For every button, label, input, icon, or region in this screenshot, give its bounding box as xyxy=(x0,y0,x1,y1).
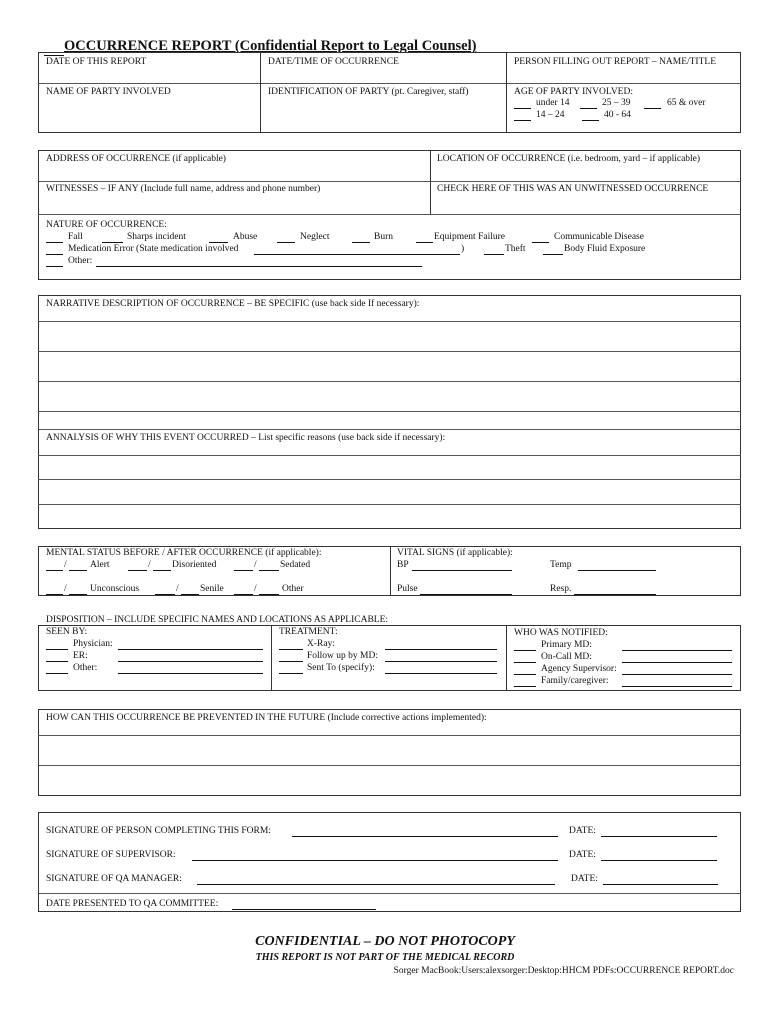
senile-after-checkbox[interactable] xyxy=(181,594,199,595)
sig-person-input[interactable] xyxy=(292,836,558,837)
date-presented-input[interactable] xyxy=(232,909,376,910)
burn-checkbox[interactable] xyxy=(352,242,370,243)
identification-field[interactable]: IDENTIFICATION OF PARTY (pt. Caregiver, staff) xyxy=(268,87,469,97)
narrative-line-3[interactable] xyxy=(39,382,740,410)
agency-supervisor-label: Agency Supervisor: xyxy=(541,664,617,674)
pulse-input[interactable] xyxy=(420,594,512,595)
resp-label: Resp. xyxy=(550,584,572,594)
abuse-label: Abuse xyxy=(233,232,258,242)
oncall-md-checkbox[interactable] xyxy=(514,662,536,663)
address-field[interactable]: ADDRESS OF OCCURRENCE (if applicable) xyxy=(46,154,226,164)
communicable-label: Communicable Disease xyxy=(554,232,644,242)
slash: / xyxy=(176,584,179,594)
neglect-checkbox[interactable] xyxy=(277,242,295,243)
page-title: OCCURRENCE REPORT (Confidential Report to Legal Counsel) xyxy=(64,38,477,54)
prevention-line-1[interactable] xyxy=(39,736,740,764)
er-input[interactable] xyxy=(118,661,263,662)
analysis-line-1[interactable] xyxy=(39,456,740,478)
age-65-checkbox[interactable] xyxy=(644,108,661,109)
age-25-39-label: 25 – 39 xyxy=(602,98,631,108)
neglect-label: Neglect xyxy=(300,232,330,242)
followup-input[interactable] xyxy=(385,661,497,662)
other-nature-input[interactable] xyxy=(96,266,422,267)
sig-supervisor-date-label: DATE: xyxy=(569,850,596,860)
alert-before-checkbox[interactable] xyxy=(46,570,63,571)
date-presented-label: DATE PRESENTED TO QA COMMITTEE: xyxy=(46,899,219,909)
document-path: Sorger MacBook:Users:alexsorger:Desktop:HHCM PDFs:OCCURRENCE REPORT.doc xyxy=(393,966,734,976)
xray-label: X-Ray: xyxy=(307,639,335,649)
sig-qa-date-input[interactable] xyxy=(603,884,718,885)
slash: / xyxy=(254,584,257,594)
vitals-heading: VITAL SIGNS (if applicable): xyxy=(397,548,513,558)
medication-label: Medication Error (State medication involved xyxy=(68,244,239,254)
temp-label: Temp xyxy=(550,560,572,570)
sig-supervisor-label: SIGNATURE OF SUPERVISOR: xyxy=(46,850,176,860)
primary-md-input[interactable] xyxy=(622,650,732,651)
analysis-line-3[interactable] xyxy=(39,505,740,528)
sedated-before-checkbox[interactable] xyxy=(234,570,253,571)
age-25-39-checkbox[interactable] xyxy=(580,108,597,109)
age-heading: AGE OF PARTY INVOLVED: xyxy=(514,87,633,97)
agency-supervisor-checkbox[interactable] xyxy=(514,674,536,675)
bp-input[interactable] xyxy=(412,570,512,571)
theft-label: Theft xyxy=(505,244,526,254)
analysis-line-2[interactable] xyxy=(39,480,740,503)
other-nature-checkbox[interactable] xyxy=(46,266,63,267)
sig-supervisor-input[interactable] xyxy=(192,860,558,861)
slash: / xyxy=(64,584,67,594)
unwitnessed-checkbox[interactable]: CHECK HERE OF THIS WAS AN UNWITNESSED OCCURRENCE xyxy=(437,184,709,194)
sig-qa-label: SIGNATURE OF QA MANAGER: xyxy=(46,874,182,884)
other-mental-label: Other xyxy=(282,584,304,594)
physician-input[interactable] xyxy=(118,649,263,650)
who-notified-heading: WHO WAS NOTIFIED: xyxy=(514,628,608,638)
xray-input[interactable] xyxy=(385,649,497,650)
sent-to-label: Sent To (specify): xyxy=(307,663,375,673)
disposition-heading: DISPOSITION – INCLUDE SPECIFIC NAMES AND LOCATIONS AS APPLICABLE: xyxy=(46,615,389,625)
disoriented-label: Disoriented xyxy=(172,560,217,570)
abuse-checkbox[interactable] xyxy=(209,242,228,243)
age-14-24-checkbox[interactable] xyxy=(514,120,531,121)
other-mental-after-checkbox[interactable] xyxy=(259,594,279,595)
primary-md-label: Primary MD: xyxy=(541,640,592,650)
other-seen-label: Other: xyxy=(73,663,98,673)
family-label: Family/caregiver: xyxy=(541,676,609,686)
age-65-label: 65 & over xyxy=(667,98,706,108)
senile-label: Senile xyxy=(200,584,224,594)
witnesses-field[interactable]: WITNESSES – IF ANY (Include full name, address and phone number) xyxy=(46,184,321,194)
oncall-md-label: On-Call MD: xyxy=(541,652,592,662)
followup-label: Follow up by MD: xyxy=(307,651,378,661)
treatment-heading: TREATMENT: xyxy=(279,627,338,637)
slash: / xyxy=(148,560,151,570)
slash: / xyxy=(254,560,257,570)
bp-label: BP xyxy=(397,560,409,570)
sedated-after-checkbox[interactable] xyxy=(259,570,279,571)
age-40-64-checkbox[interactable] xyxy=(582,120,599,121)
sedated-label: Sedated xyxy=(280,560,311,570)
temp-input[interactable] xyxy=(578,570,656,571)
er-label: ER: xyxy=(73,651,88,661)
pulse-label: Pulse xyxy=(397,584,418,594)
nature-heading: NATURE OF OCCURRENCE: xyxy=(46,220,167,230)
unconscious-before-checkbox[interactable] xyxy=(46,594,63,595)
sig-supervisor-date-input[interactable] xyxy=(601,860,717,861)
communicable-checkbox[interactable] xyxy=(532,242,549,243)
equipment-checkbox[interactable] xyxy=(416,242,433,243)
seen-by-heading: SEEN BY: xyxy=(46,627,88,637)
date-of-report-field[interactable]: DATE OF THIS REPORT xyxy=(46,57,147,67)
location-field[interactable]: LOCATION OF OCCURRENCE (i.e. bedroom, yard – if applicable) xyxy=(437,154,701,164)
physician-checkbox[interactable] xyxy=(46,649,68,650)
medication-paren: ) xyxy=(461,244,465,254)
sig-qa-input[interactable] xyxy=(197,884,555,885)
fall-checkbox[interactable] xyxy=(46,242,63,243)
age-under14-checkbox[interactable] xyxy=(514,108,531,109)
narrative-line-2[interactable] xyxy=(39,352,740,380)
age-40-64-label: 40 - 64 xyxy=(604,110,631,120)
slash: / xyxy=(64,560,67,570)
medication-checkbox[interactable] xyxy=(46,254,63,255)
resp-input[interactable] xyxy=(574,594,656,595)
mental-heading: MENTAL STATUS BEFORE / AFTER OCCURRENCE (if applicable): xyxy=(46,548,322,558)
narrative-line-1[interactable] xyxy=(39,322,740,350)
not-medical-record-notice: THIS REPORT IS NOT PART OF THE MEDICAL RECORD xyxy=(255,952,515,963)
sig-person-date-input[interactable] xyxy=(601,836,717,837)
theft-checkbox[interactable] xyxy=(484,254,504,255)
person-filling-field[interactable]: PERSON FILLING OUT REPORT – NAME/TITLE xyxy=(514,57,717,67)
sig-qa-date-label: DATE: xyxy=(571,874,598,884)
other-mental-before-checkbox[interactable] xyxy=(234,594,253,595)
prevention-heading: HOW CAN THIS OCCURRENCE BE PREVENTED IN THE FUTURE (Include corrective actions implemented): xyxy=(46,713,487,723)
other-seen-input[interactable] xyxy=(118,673,263,674)
narrative-heading: NARRATIVE DESCRIPTION OF OCCURRENCE – BE SPECIFIC (use back side If necessary): xyxy=(46,299,420,309)
sig-person-label: SIGNATURE OF PERSON COMPLETING THIS FORM: xyxy=(46,826,271,836)
prevention-line-2[interactable] xyxy=(39,766,740,795)
physician-label: Physician: xyxy=(73,639,113,649)
body-fluid-label: Body Fluid Exposure xyxy=(564,244,646,254)
sharps-label: Sharps incident xyxy=(127,232,186,242)
xray-checkbox[interactable] xyxy=(279,649,303,650)
primary-md-checkbox[interactable] xyxy=(514,650,536,651)
equipment-label: Equipment Failure xyxy=(434,232,505,242)
other-seen-checkbox[interactable] xyxy=(46,673,68,674)
unconscious-label: Unconscious xyxy=(90,584,140,594)
fall-label: Fall xyxy=(68,232,83,242)
disoriented-before-checkbox[interactable] xyxy=(128,570,147,571)
oncall-md-input[interactable] xyxy=(622,662,732,663)
sent-to-input[interactable] xyxy=(385,673,497,674)
burn-label: Burn xyxy=(374,232,393,242)
other-nature-label: Other: xyxy=(68,256,93,266)
sig-person-date-label: DATE: xyxy=(569,826,596,836)
name-party-field[interactable]: NAME OF PARTY INVOLVED xyxy=(46,87,171,97)
agency-supervisor-input[interactable] xyxy=(622,674,732,675)
disposition-box xyxy=(38,625,741,691)
age-under14-label: under 14 xyxy=(536,98,570,108)
age-14-24-label: 14 – 24 xyxy=(536,110,565,120)
medication-involved-input[interactable] xyxy=(254,254,460,255)
family-checkbox[interactable] xyxy=(514,686,536,687)
body-fluid-checkbox[interactable] xyxy=(543,254,563,255)
disoriented-after-checkbox[interactable] xyxy=(153,570,171,571)
followup-checkbox[interactable] xyxy=(279,661,303,662)
er-checkbox[interactable] xyxy=(46,661,68,662)
location-nature-box xyxy=(38,150,741,280)
unconscious-after-checkbox[interactable] xyxy=(69,594,87,595)
sharps-checkbox[interactable] xyxy=(102,242,123,243)
family-input[interactable] xyxy=(622,686,732,687)
confidential-notice: CONFIDENTIAL – DO NOT PHOTOCOPY xyxy=(255,934,515,949)
alert-after-checkbox[interactable] xyxy=(69,570,87,571)
senile-before-checkbox[interactable] xyxy=(155,594,175,595)
analysis-heading: ANNALYSIS OF WHY THIS EVENT OCCURRED – List specific reasons (use back side if necessary): xyxy=(46,433,446,443)
date-time-occurrence-field[interactable]: DATE/TIME OF OCCURRENCE xyxy=(268,57,399,67)
alert-label: Alert xyxy=(90,560,110,570)
sent-to-checkbox[interactable] xyxy=(279,673,303,674)
